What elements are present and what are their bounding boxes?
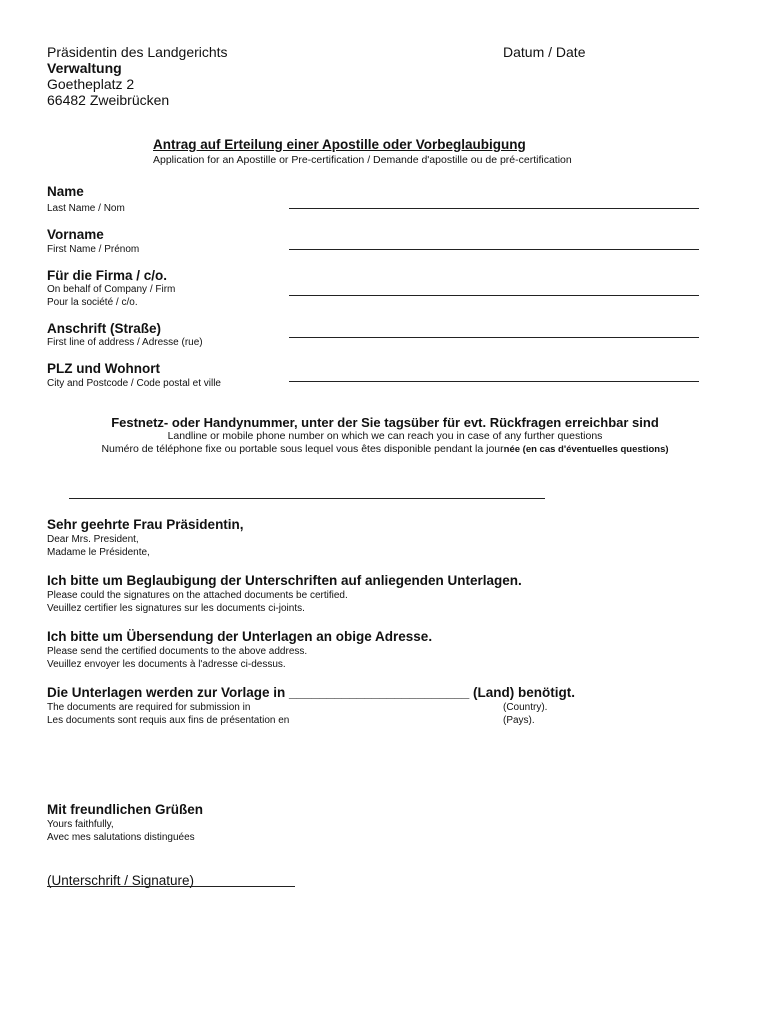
name-input-line[interactable] — [289, 208, 699, 209]
sender-line-2: Verwaltung — [47, 60, 122, 76]
plz-input-line[interactable] — [289, 381, 699, 382]
phone-input-line[interactable] — [69, 498, 545, 499]
firma-sublabel-1: On behalf of Company / Firm — [47, 284, 176, 295]
phone-sublabel-fr — [0, 443, 770, 455]
phone-sublabel-fr-bold: née (en cas d'éventuelles questions) — [503, 444, 669, 455]
signature-label: (Unterschrift / Signature) — [47, 873, 195, 888]
phone-sublabel-en: Landline or mobile phone number on which we can reach you in case of any further questions — [167, 430, 603, 442]
vorname-label: Vorname — [47, 227, 104, 242]
salutation-en: Dear Mrs. President, — [47, 534, 139, 545]
date-label: Datum / Date — [503, 44, 586, 60]
plz-label: PLZ und Wohnort — [47, 361, 160, 376]
vorname-sublabel: First Name / Prénom — [47, 244, 140, 255]
form-title: Antrag auf Erteilung einer Apostille oder Vorbeglaubigung — [153, 137, 526, 152]
plz-sublabel: City and Postcode / Code postal et ville — [47, 378, 221, 389]
closing-en: Yours faithfully, — [47, 819, 114, 830]
request2-de: Ich bitte um Übersendung der Unterlagen an obige Adresse. — [47, 629, 433, 644]
country-fr: Les documents sont requis aux fins de présentation en — [47, 715, 290, 726]
sender-line-1: Präsidentin des Landgerichts — [47, 44, 228, 60]
name-label: Name — [47, 184, 84, 199]
vorname-input-line[interactable] — [289, 249, 699, 250]
country-fr-suffix: (Pays). — [503, 715, 535, 726]
phone-label: Festnetz- oder Handynummer, unter der Sie tagsüber für evt. Rückfragen erreichbar sind — [111, 415, 659, 430]
closing-de: Mit freundlichen Grüßen — [47, 802, 204, 817]
anschrift-sublabel: First line of address / Adresse (rue) — [47, 337, 203, 348]
name-sublabel: Last Name / Nom — [47, 203, 125, 214]
phone-sublabel-fr-start: Numéro de téléphone fixe ou portable sous lequel vous êtes disponible pendant la jour — [101, 443, 504, 455]
anschrift-input-line[interactable] — [289, 337, 699, 338]
request1-en: Please could the signatures on the attached documents be certified. — [47, 590, 348, 601]
anschrift-label: Anschrift (Straße) — [47, 321, 162, 336]
sender-line-4: 66482 Zweibrücken — [47, 92, 170, 108]
firma-input-line[interactable] — [289, 295, 699, 296]
request2-fr: Veuillez envoyer les documents à l'adresse ci-dessus. — [47, 659, 286, 670]
request1-fr: Veuillez certifier les signatures sur les documents ci-joints. — [47, 603, 305, 614]
closing-fr: Avec mes salutations distinguées — [47, 832, 195, 843]
sender-line-3: Goetheplatz 2 — [47, 76, 135, 92]
country-en: The documents are required for submission in — [47, 702, 251, 713]
salutation-de: Sehr geehrte Frau Präsidentin, — [47, 517, 244, 532]
salutation-fr: Madame le Présidente, — [47, 547, 150, 558]
firma-label: Für die Firma / c/o. — [47, 268, 168, 283]
request1-de: Ich bitte um Beglaubigung der Unterschriften auf anliegenden Unterlagen. — [47, 573, 522, 588]
form-subtitle: Application for an Apostille or Pre-certification / Demande d'apostille ou de pré-certification — [153, 154, 572, 166]
country-de: Die Unterlagen werden zur Vorlage in ________________________ (Land) benötigt. — [47, 685, 575, 700]
signature-line[interactable] — [47, 886, 295, 887]
request2-en: Please send the certified documents to the above address. — [47, 646, 308, 657]
firma-sublabel-2: Pour la société / c/o. — [47, 297, 138, 308]
country-en-suffix: (Country). — [503, 702, 548, 713]
